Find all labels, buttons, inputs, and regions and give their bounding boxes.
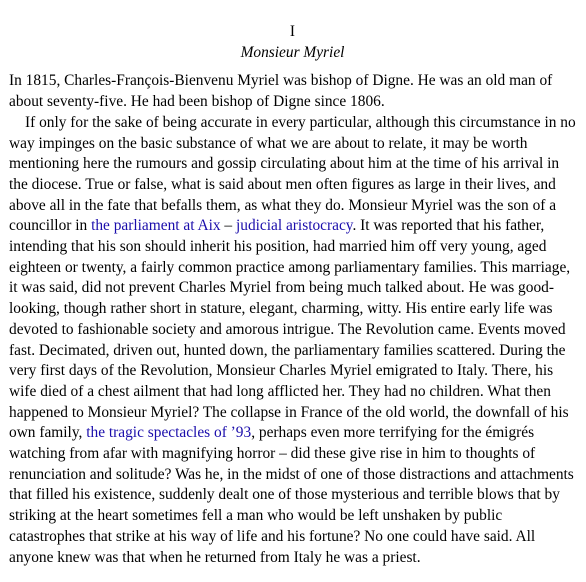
paragraph-text: . It was reported that his father, intending that his son should inherit his position, had married him off very young, aged eighteen or twenty, a fairly common practice among parliamentary families. This marriage, it was said, did not prevent Charles Myriel from being much talked about. He was good-looking, though rather short in stature, elegant, charming, witty. His entire early life was devoted to fashionable society and amorous intrigue. The Revolution came. Events moved fast. Decimated, driven out, hunted down, the parliamentary families scattered. During the very first days of the Revolution, Monsieur Charles Myriel emigrated to Italy. There, his wife died of a chest ailment that had long afflicted her. They had no children. What then happened to Monsieur Myriel? The collapse in France of the old world, the downfall of his own family, (9, 217, 571, 442)
paragraph-text: , perhaps even more terrifying for the émigrés watching from afar with magnifying horror – did these give rise in him to thoughts of renunciation and solitude? Was he, in the midst of one of those distractions and attachments that filled his existence, suddenly dealt one of those mysterious and terrible blows that by striking at the heart sometimes fell a man who would be left unshaken by public catastrophes that strike at his way of life and his fortune? No one could have said. All anyone knew was that when he returned from Italy he was a priest. (9, 424, 574, 566)
paragraph-text: If only for the sake of being accurate in every particular, although this circumstance in no way impinges on the basic substance of what we are about to relate, it may be worth mentioning here the rumours and gossip circulating about him at the time of his arrival in the diocese. True or false, what is said about men often figures as large in their lives, and above all in the fate that befalls them, as what they do. Monsieur Myriel was the son of a councillor in (9, 113, 576, 235)
paragraph-body (9, 113, 576, 568)
chapter-number: I (289, 23, 296, 40)
link-judicial-aristocracy[interactable]: judicial aristocracy (235, 217, 353, 235)
chapter-title: Monsieur Myriel (240, 43, 345, 61)
link-parliament-at-aix[interactable]: the parliament at Aix (91, 217, 221, 235)
link-separator: – (220, 217, 236, 235)
link-tragic-spectacles[interactable]: the tragic spectacles of ’93 (86, 424, 252, 442)
paragraph-intro: In 1815, Charles-François-Bienvenu Myriel was bishop of Digne. He was an old man of about seventy-five. He had been bishop of Digne since 1806. (9, 72, 553, 111)
